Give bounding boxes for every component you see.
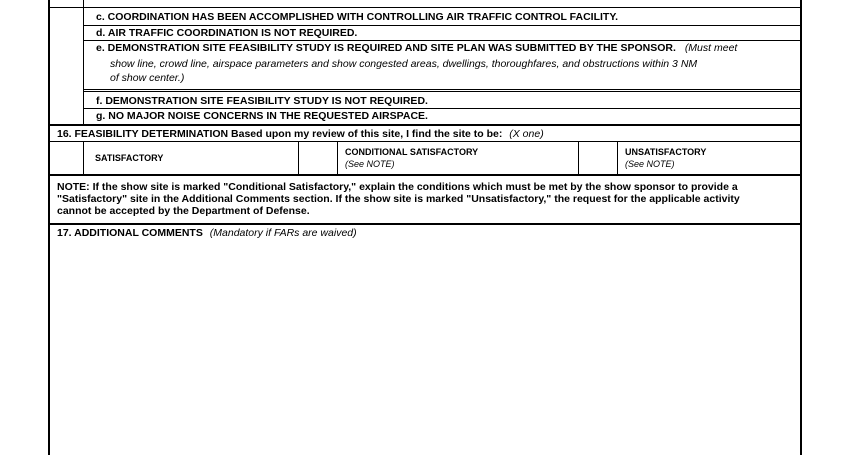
row-divider: [48, 124, 802, 126]
unsatisfactory-checkbox[interactable]: [578, 142, 618, 174]
section16-instruction: (X one): [509, 128, 544, 140]
form-right-border: [800, 0, 802, 455]
note-line-1: NOTE: If the show site is marked "Conditional Satisfactory," explain the conditions which must be met by the show sponsor to provide a: [57, 181, 738, 193]
item-d-label: d. AIR TRAFFIC COORDINATION IS NOT REQUIRED.: [96, 27, 358, 39]
item-f-checkbox[interactable]: [50, 92, 83, 108]
item-c-checkbox[interactable]: [50, 8, 83, 25]
section17-title: [57, 227, 357, 239]
row-divider: [48, 174, 802, 176]
satisfactory-checkbox[interactable]: [50, 142, 84, 174]
item-f-label: f. DEMONSTRATION SITE FEASIBILITY STUDY IS NOT REQUIRED.: [96, 95, 428, 107]
row-divider: [83, 25, 802, 26]
item-e-note-2: show line, crowd line, airspace parameters and show congested areas, dwellings, thoroughfares, and obstructions within 3 NM: [110, 58, 698, 70]
section17-instruction: (Mandatory if FARs are waived): [209, 227, 357, 239]
unsatisfactory-see-note: (See NOTE): [625, 159, 675, 169]
additional-comments-field[interactable]: [52, 241, 798, 455]
item-e-label: [96, 42, 737, 54]
row-divider: [83, 108, 802, 109]
section16-title: [57, 128, 544, 140]
unsatisfactory-label: UNSATISFACTORY: [625, 147, 707, 157]
conditional-satisfactory-checkbox[interactable]: [298, 142, 338, 174]
conditional-satisfactory-label: CONDITIONAL SATISFACTORY: [345, 147, 479, 157]
item-c-label: c. COORDINATION HAS BEEN ACCOMPLISHED WITH CONTROLLING AIR TRAFFIC CONTROL FACILITY.: [96, 11, 619, 23]
note-line-3: cannot be accepted by the Department of Defense.: [57, 205, 310, 217]
item-e-text: e. DEMONSTRATION SITE FEASIBILITY STUDY IS REQUIRED AND SITE PLAN WAS SUBMITTED BY THE SPONSOR.: [96, 42, 676, 54]
row-divider: [83, 40, 802, 41]
note-line-2: "Satisfactory" site in the Additional Comments section. If the show site is marked "Unsatisfactory," the request for the applicable activity: [57, 193, 740, 205]
row-divider: [48, 7, 802, 8]
satisfactory-label: SATISFACTORY: [95, 153, 164, 163]
section17-title-text: 17. ADDITIONAL COMMENTS: [57, 227, 203, 239]
item-d-checkbox[interactable]: [50, 26, 83, 40]
row-divider: [83, 91, 802, 92]
item-g-label: g. NO MAJOR NOISE CONCERNS IN THE REQUESTED AIRSPACE.: [96, 110, 428, 122]
checkbox-column-divider: [83, 0, 84, 124]
item-e-note-1: (Must meet: [684, 42, 738, 54]
row-divider: [48, 223, 802, 225]
item-g-checkbox[interactable]: [50, 109, 83, 124]
item-e-note-3: of show center.): [110, 72, 185, 84]
section16-title-text: 16. FEASIBILITY DETERMINATION Based upon my review of this site, I find the site to be:: [57, 128, 503, 140]
row-divider: [83, 89, 802, 90]
item-e-checkbox[interactable]: [50, 41, 83, 89]
conditional-see-note: (See NOTE): [345, 159, 395, 169]
row-divider: [48, 141, 802, 142]
